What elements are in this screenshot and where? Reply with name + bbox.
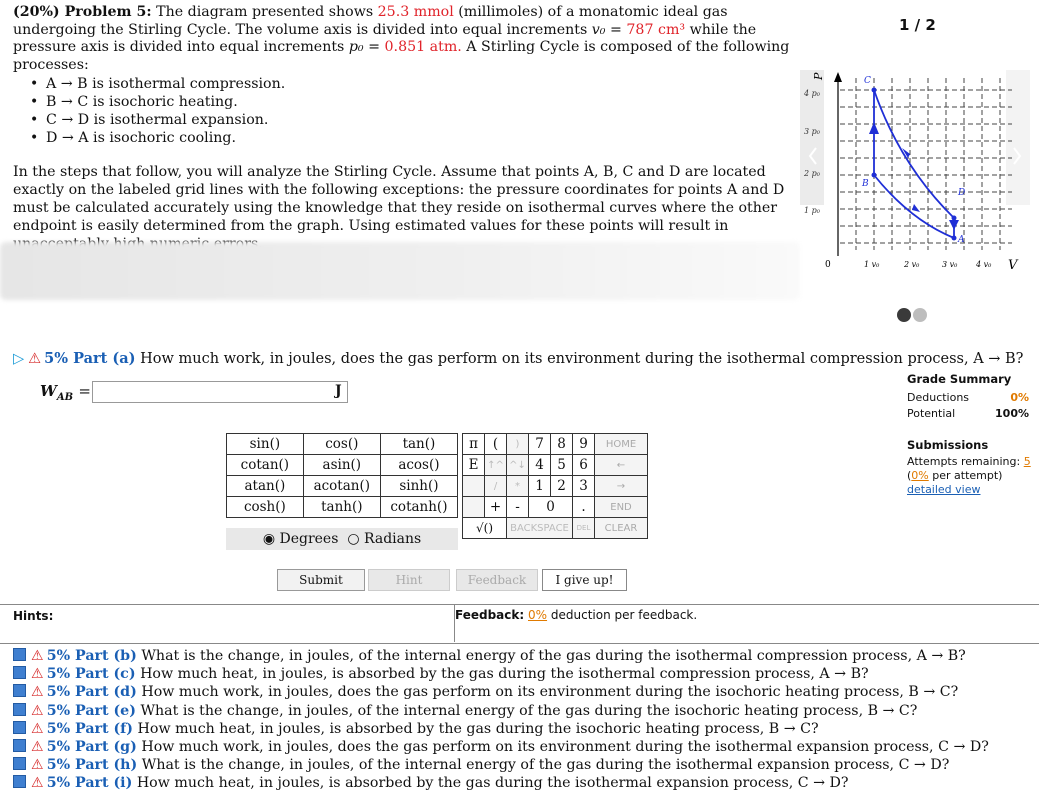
warning-icon: ⚠	[31, 720, 44, 737]
key-0[interactable]: 0	[529, 497, 573, 518]
key-backspace[interactable]: BACKSPACE	[507, 518, 573, 539]
point-label: C	[864, 76, 871, 86]
key-rparen[interactable]: )	[507, 434, 529, 455]
degrees-radio[interactable]: ◉ Degrees	[262, 531, 339, 547]
part-b[interactable]: ⚠ 5% Part (b) What is the change, in joules, of the internal energy of the gas during the isothermal compression process, A → B?	[13, 647, 989, 665]
part-c[interactable]: ⚠ 5% Part (c) How much heat, in joules, is absorbed by the gas during the isothermal compression process, A → B?	[13, 665, 989, 683]
attempts-remaining: 5	[1023, 455, 1031, 468]
key-lparen[interactable]: (	[485, 434, 507, 455]
process-list	[30, 75, 285, 147]
warning-icon: ⚠	[31, 702, 44, 719]
key-left[interactable]: ←	[595, 455, 648, 476]
key-divide[interactable]: /	[485, 476, 507, 497]
key-cotanh[interactable]: cotanh()	[380, 497, 457, 518]
key-6[interactable]: 6	[573, 455, 595, 476]
key-acos[interactable]: acos()	[380, 455, 457, 476]
point-marker	[952, 236, 957, 241]
key-9[interactable]: 9	[573, 434, 595, 455]
answer-unit: J	[335, 383, 342, 399]
arrow-icon	[912, 204, 920, 212]
part-h[interactable]: ⚠ 5% Part (h) What is the change, in joules, of the internal energy of the gas during the isothermal expansion process, C → D?	[13, 756, 989, 774]
hints-label: Hints:	[13, 609, 54, 623]
parts-list	[13, 647, 989, 793]
tick-label: 3 p₀	[804, 127, 820, 136]
warning-icon: ⚠	[31, 739, 44, 756]
key-cos[interactable]: cos()	[303, 434, 380, 455]
key-atan[interactable]: atan()	[227, 476, 304, 497]
key-plus[interactable]: +	[485, 497, 507, 518]
tick-label: 3 v₀	[942, 260, 958, 269]
warning-icon: ⚠	[31, 757, 44, 774]
warning-icon: ⚠	[31, 666, 44, 683]
grade-summary: Grade Summary Deductions 0% Potential 100%	[907, 372, 1029, 420]
expand-icon	[13, 721, 26, 734]
detailed-view-link[interactable]: detailed view	[907, 483, 981, 496]
part-a-header[interactable]: ▷ ⚠ 5% Part (a) How much work, in joules, does the gas perform on its environment during the isothermal compression process, A → B?	[13, 350, 1024, 367]
play-icon: ▷	[13, 351, 25, 367]
give-up-button[interactable]: I give up!	[542, 569, 627, 591]
p-axis-arrow	[834, 72, 842, 82]
part-d[interactable]: ⚠ 5% Part (d) How much work, in joules, does the gas perform on its environment during the isochoric heating process, B → C?	[13, 683, 989, 701]
part-f[interactable]: ⚠ 5% Part (f) How much heat, in joules, is absorbed by the gas during the isochoric heating process, B → C?	[13, 720, 989, 738]
point-label: B	[862, 179, 869, 189]
key-right[interactable]: →	[595, 476, 648, 497]
key-4[interactable]: 4	[529, 455, 551, 476]
expand-icon	[13, 648, 26, 661]
tick-label: 4 v₀	[976, 260, 992, 269]
key-home[interactable]: HOME	[595, 434, 648, 455]
p-axis-label: P	[812, 72, 825, 80]
submissions-panel: Submissions Attempts remaining: 5 (0% per attempt) detailed view	[907, 438, 1039, 497]
expand-icon	[13, 666, 26, 679]
problem-statement: (20%) Problem 5: The diagram presented shows 25.3 mmol (millimoles) of a monatomic ideal gas undergoing the Stirling Cycle. The volume axis is divided into equal increments v₀ = 787 cm³ while the pressure axis is divided into equal increments p₀ = 0.851 atm. A Stirling Cycle is composed of the following processes:	[13, 4, 790, 73]
origin-label: 0	[825, 260, 831, 270]
key-1[interactable]: 1	[529, 476, 551, 497]
key-pi[interactable]: π	[463, 434, 485, 455]
tick-label: 2 p₀	[804, 169, 820, 178]
key-multiply[interactable]: *	[507, 476, 529, 497]
list-item: • B → C is isochoric heating.	[30, 93, 285, 111]
point-marker	[872, 173, 877, 178]
key-sub[interactable]: ^↓	[507, 455, 529, 476]
key-clear[interactable]: CLEAR	[595, 518, 648, 539]
key-acotan[interactable]: acotan()	[303, 476, 380, 497]
page-indicator: 1 / 2	[899, 16, 936, 34]
expand-icon	[13, 757, 26, 770]
key-sqrt[interactable]: √()	[463, 518, 507, 539]
analysis-text: In the steps that follow, you will analyze the Stirling Cycle. Assume that points A, B, C and D are located exactly on the labeled grid lines with the following exceptions: the pressure coordinates for points A and D must be calculated accurately using the knowledge that they reside on isothermal curves where the other endpoint is easily determined from the graph. Using estimated values for these points will result in	[13, 164, 785, 234]
list-item: • A → B is isothermal compression.	[30, 75, 285, 93]
page-dot[interactable]	[913, 308, 927, 322]
page-dot-active[interactable]	[897, 308, 911, 322]
warning-icon: ⚠	[31, 648, 44, 664]
numeric-keypad	[462, 433, 648, 539]
arrow-down-icon	[949, 220, 959, 230]
warning-icon: ⚠	[31, 775, 44, 792]
key-sinh[interactable]: sinh()	[380, 476, 457, 497]
redacted-region	[0, 242, 800, 300]
key-tan[interactable]: tan()	[380, 434, 457, 455]
radians-radio[interactable]: ○ Radians	[347, 531, 422, 547]
expand-icon	[13, 703, 26, 716]
function-keypad	[226, 433, 458, 518]
key-cosh[interactable]: cosh()	[227, 497, 304, 518]
key-end[interactable]: END	[595, 497, 648, 518]
key-dot[interactable]: .	[573, 497, 595, 518]
warning-icon: ⚠	[31, 684, 44, 701]
part-g[interactable]: ⚠ 5% Part (g) How much work, in joules, does the gas perform on its environment during the isothermal expansion process, C → D?	[13, 738, 989, 756]
expand-icon	[13, 684, 26, 697]
potential-value: 100%	[995, 407, 1029, 420]
point-marker	[872, 88, 877, 93]
key-power[interactable]: ↑^	[485, 455, 507, 476]
arrow-up-icon	[869, 122, 879, 134]
key-asin[interactable]: asin()	[303, 455, 380, 476]
p0-value: 0.851 atm.	[384, 39, 462, 55]
list-item: • D → A is isochoric cooling.	[30, 129, 285, 147]
angle-mode	[226, 528, 458, 550]
point-marker	[952, 216, 957, 221]
deductions-value: 0%	[1010, 391, 1029, 404]
point-label: A	[958, 235, 965, 245]
tick-label: 4 p₀	[804, 89, 820, 98]
key-5[interactable]: 5	[551, 455, 573, 476]
feedback-button[interactable]: Feedback	[456, 569, 538, 591]
pv-diagram	[800, 70, 1030, 270]
tick-label: 1 p₀	[804, 206, 820, 215]
part-e[interactable]: ⚠ 5% Part (e) What is the change, in joules, of the internal energy of the gas during the isochoric heating process, B → C?	[13, 702, 989, 720]
point-label: D	[958, 188, 966, 198]
expand-icon	[13, 775, 26, 788]
v0-value: 787 cm³	[626, 21, 686, 38]
hint-button[interactable]: Hint	[368, 569, 450, 591]
page-dots	[897, 307, 929, 326]
tick-label: 2 v₀	[904, 260, 920, 269]
answer-label: $W_{AB}$ =	[40, 382, 91, 403]
submit-button[interactable]: Submit	[277, 569, 365, 591]
warning-icon: ⚠	[28, 351, 42, 367]
problem-heading: (20%) Problem 5:	[13, 4, 152, 20]
expand-icon	[13, 739, 26, 752]
part-i[interactable]: ⚠ 5% Part (i) How much heat, in joules, is absorbed by the gas during the isothermal expansion process, C → D?	[13, 774, 989, 792]
key-3[interactable]: 3	[573, 476, 595, 497]
key-7[interactable]: 7	[529, 434, 551, 455]
key-tanh[interactable]: tanh()	[303, 497, 380, 518]
key-cotan[interactable]: cotan()	[227, 455, 304, 476]
key-del[interactable]: DEL	[573, 518, 595, 539]
list-item: • C → D is isothermal expansion.	[30, 111, 285, 129]
amount-value: 25.3 mmol	[377, 4, 454, 20]
key-minus[interactable]: -	[507, 497, 529, 518]
key-2[interactable]: 2	[551, 476, 573, 497]
feedback-info: Feedback: 0% deduction per feedback.	[455, 608, 698, 622]
key-e[interactable]: E	[463, 455, 485, 476]
v-axis-label: V	[1008, 258, 1018, 270]
key-8[interactable]: 8	[551, 434, 573, 455]
answer-input[interactable]	[92, 381, 348, 403]
key-sin[interactable]: sin()	[227, 434, 304, 455]
stirling-cycle-curve	[874, 90, 954, 238]
tick-label: 1 v₀	[864, 260, 880, 269]
